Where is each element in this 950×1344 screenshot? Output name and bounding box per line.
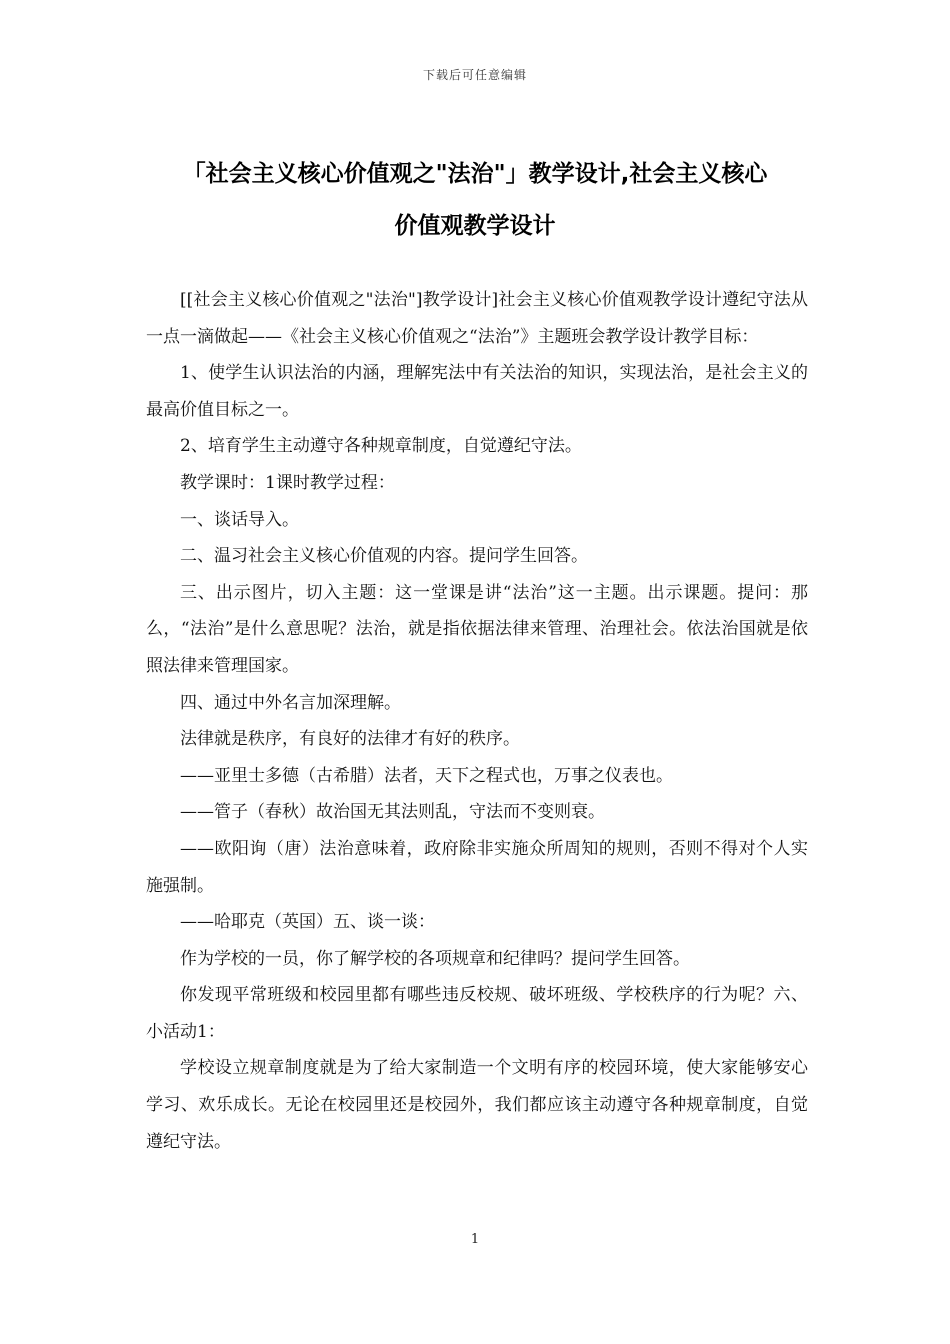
paragraph: 学校设立规章制度就是为了给大家制造一个文明有序的校园环境，使大家能够安心学习、欢乐成长。无论在校园里还是校园外，我们都应该主动遵守各种规章制度，自觉遵纪守法。 bbox=[146, 1058, 808, 1152]
paragraph: 三、出示图片，切入主题：这一堂课是讲“法治”这一主题。出示课题。提问：那么，“法治”是什么意思呢？法治，就是指依据法律来管理、治理社会。依法治国就是依照法律来管理国家。 bbox=[146, 582, 808, 676]
page-number: 1 bbox=[470, 1232, 480, 1247]
paragraph: 法律就是秩序，有良好的法律才有好的秩序。 bbox=[180, 729, 520, 750]
paragraph: 2、培育学生主动遵守各种规章制度，自觉遵纪守法。 bbox=[180, 436, 582, 457]
paragraph: ——亚里士多德（古希腊）法者，天下之程式也，万事之仪表也。 bbox=[180, 765, 673, 786]
paragraph: 作为学校的一员，你了解学校的各项规章和纪律吗？提问学生回答。 bbox=[180, 948, 690, 969]
paragraph: 1、使学生认识法治的内涵，理解宪法中有关法治的知识，实现法治，是社会主义的最高价值目标之一。 bbox=[146, 363, 808, 420]
document-title bbox=[140, 148, 810, 252]
paragraph: 二、温习社会主义核心价值观的内容。提问学生回答。 bbox=[180, 546, 588, 567]
header-note: 下载后可任意编辑 bbox=[422, 68, 527, 82]
paragraph: ——欧阳询（唐）法治意味着，政府除非实施众所周知的规则，否则不得对个人实施强制。 bbox=[146, 838, 808, 896]
paragraph: [[社会主义核心价值观之"法治"]教学设计]社会主义核心价值观教学设计遵纪守法从一点一滴做起——《社会主义核心价值观之“法治”》主题班会教学设计教学目标： bbox=[146, 290, 808, 347]
paragraph: 四、通过中外名言加深理解。 bbox=[180, 692, 401, 713]
title-line-1: 「社会主义核心价值观之"法治"」教学设计,社会主义核心 bbox=[182, 161, 768, 187]
document-body bbox=[146, 282, 808, 1160]
paragraph: ——哈耶克（英国）五、谈一谈： bbox=[180, 912, 435, 933]
paragraph: 教学课时：1课时教学过程： bbox=[180, 472, 395, 493]
paragraph: 你发现平常班级和校园里都有哪些违反校规、破坏班级、学校秩序的行为呢？六、小活动1： bbox=[146, 985, 808, 1042]
paragraph: ——管子（春秋）故治国无其法则乱，守法而不变则衰。 bbox=[180, 802, 605, 823]
paragraph: 一、谈话导入。 bbox=[180, 509, 299, 530]
title-line-2: 价值观教学设计 bbox=[394, 213, 556, 239]
